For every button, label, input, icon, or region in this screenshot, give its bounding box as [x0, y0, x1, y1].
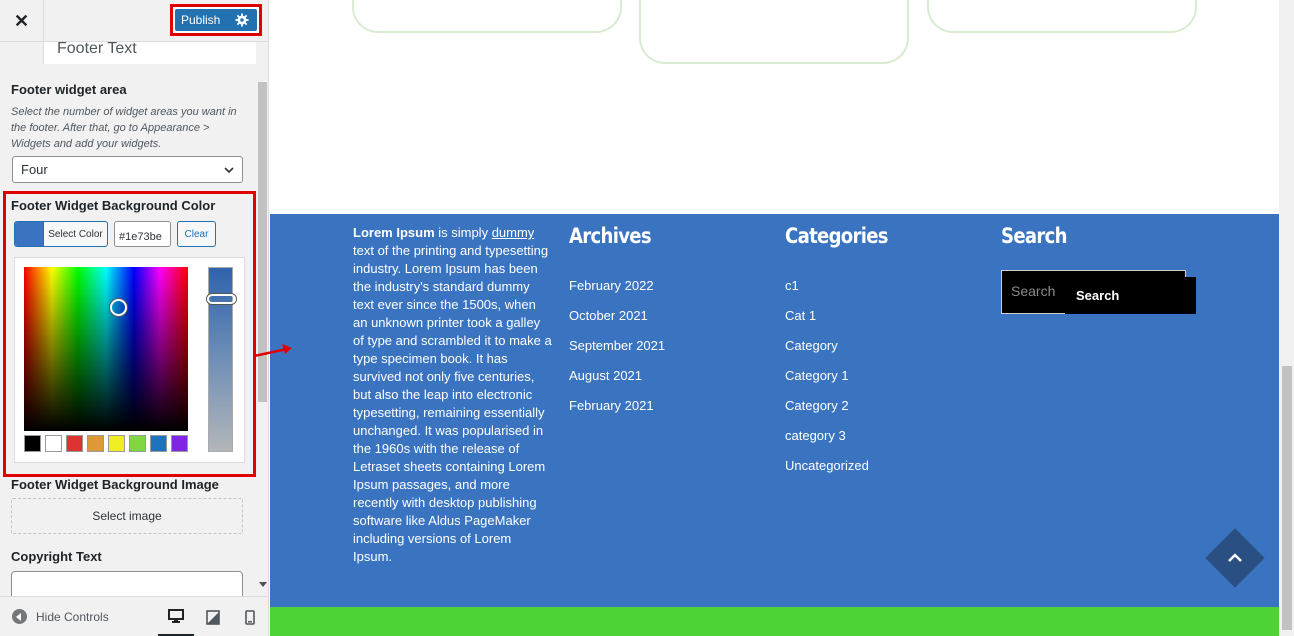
customizer-panel [0, 0, 269, 636]
clear-color-button[interactable]: Clear [177, 221, 216, 247]
collapse-arrow-icon [12, 609, 27, 624]
color-picker [14, 257, 245, 463]
category-link[interactable]: Uncategorized [785, 458, 869, 473]
mobile-preview-button[interactable] [232, 597, 268, 636]
palette-swatch[interactable] [66, 435, 83, 452]
category-link[interactable]: Category [785, 338, 838, 353]
select-image-button[interactable]: Select image [11, 498, 243, 534]
scroll-down-arrow-icon[interactable] [259, 582, 267, 587]
category-link[interactable]: Category 2 [785, 398, 849, 413]
publish-highlight [170, 4, 262, 36]
archive-link[interactable]: August 2021 [569, 368, 643, 383]
publish-label: Publish [181, 13, 221, 27]
archive-link[interactable]: February 2021 [569, 398, 654, 413]
content-card [927, 0, 1197, 33]
search-button[interactable]: Search [1065, 277, 1196, 314]
copyright-bar [270, 607, 1279, 636]
hue-slider[interactable] [208, 267, 233, 452]
palette-swatch[interactable] [171, 435, 188, 452]
palette-swatch[interactable] [87, 435, 104, 452]
site-preview [270, 0, 1279, 636]
hex-color-input[interactable] [114, 221, 171, 247]
search-title: Search [1001, 224, 1067, 248]
about-bold-text: Lorem Ipsum [353, 225, 435, 240]
palette-swatch[interactable] [108, 435, 125, 452]
background-color-label: Footer Widget Background Color [11, 198, 216, 213]
hide-controls-button[interactable] [12, 609, 109, 624]
archives-title: Archives [569, 224, 651, 248]
color-palette [24, 435, 188, 452]
footer-text-section[interactable]: Footer Text [43, 42, 256, 64]
select-color-button[interactable] [14, 221, 108, 247]
about-text-part: text of the printing and typesetting industry. Lorem Ipsum has been the industry's standard dummy text ever since the 1500s, when an unknown printer took a galley of type and scrambled it to make a type specimen book. It has survived not only five centuries, but also the leap into electronic typesetting, remaining essentially unchanged. It was popularised in the 1960s with the release of Letraset sheets containing Lorem Ipsum passages, and more recently with desktop publishing software like Aldus PageMaker including versions of Lorem Ipsum. [353, 243, 552, 564]
background-image-label: Footer Widget Background Image [11, 477, 219, 492]
archive-link[interactable]: February 2022 [569, 278, 654, 293]
close-icon: ✕ [13, 10, 30, 31]
page-scroll-thumb[interactable] [1282, 366, 1292, 630]
footer-widget-area-value: Four [21, 162, 48, 177]
about-text-part: is simply [434, 225, 492, 240]
palette-swatch[interactable] [45, 435, 62, 452]
desktop-icon [168, 609, 184, 623]
background-color-control [3, 191, 256, 477]
color-handle[interactable] [110, 299, 127, 316]
footer-widget-area-label: Footer widget area [11, 82, 127, 97]
footer-widget-area [270, 214, 1279, 607]
chevron-up-icon [1225, 548, 1245, 568]
content-card [352, 0, 622, 33]
categories-list [785, 276, 869, 486]
footer-widget-area-description: Select the number of widget areas you want in the footer. After that, go to Appearance > Widgets and add your widgets. [11, 106, 237, 150]
panel-scrollbar[interactable] [256, 42, 269, 596]
saturation-value-area[interactable] [24, 267, 188, 431]
archive-link[interactable]: October 2021 [569, 308, 648, 323]
page-scrollbar[interactable] [1279, 0, 1294, 636]
panel-body [0, 42, 256, 596]
tablet-preview-button[interactable] [195, 597, 231, 636]
palette-swatch[interactable] [24, 435, 41, 452]
search-form [1001, 270, 1196, 315]
category-link[interactable]: category 3 [785, 428, 846, 443]
panel-footer [0, 596, 269, 636]
annotation-arrow-icon [254, 340, 296, 360]
desktop-preview-button[interactable] [158, 597, 194, 636]
category-link[interactable]: Cat 1 [785, 308, 817, 323]
gear-icon[interactable] [235, 13, 249, 27]
footer-widget-area-select[interactable] [12, 156, 243, 183]
palette-swatch[interactable] [129, 435, 146, 452]
about-widget-text [353, 224, 553, 566]
category-link[interactable]: c1 [785, 278, 799, 293]
close-button[interactable] [0, 0, 44, 42]
copyright-text-label: Copyright Text [11, 549, 102, 564]
select-color-label: Select Color [43, 222, 107, 246]
palette-swatch[interactable] [150, 435, 167, 452]
categories-title: Categories [785, 224, 888, 248]
content-card [639, 0, 909, 64]
search-input[interactable]: Search [1001, 270, 1186, 314]
copyright-text-input[interactable] [11, 571, 243, 596]
category-link[interactable]: Category 1 [785, 368, 849, 383]
current-color-swatch [15, 222, 43, 246]
archives-list [569, 276, 665, 426]
hue-slider-handle[interactable] [207, 294, 236, 304]
panel-header [0, 0, 269, 42]
mobile-icon [245, 610, 255, 625]
chevron-down-icon [224, 165, 234, 175]
archive-link[interactable]: September 2021 [569, 338, 666, 353]
about-link[interactable]: dummy [491, 225, 535, 240]
hide-controls-label: Hide Controls [36, 609, 109, 624]
tablet-icon [206, 610, 220, 625]
publish-button[interactable] [175, 9, 257, 31]
